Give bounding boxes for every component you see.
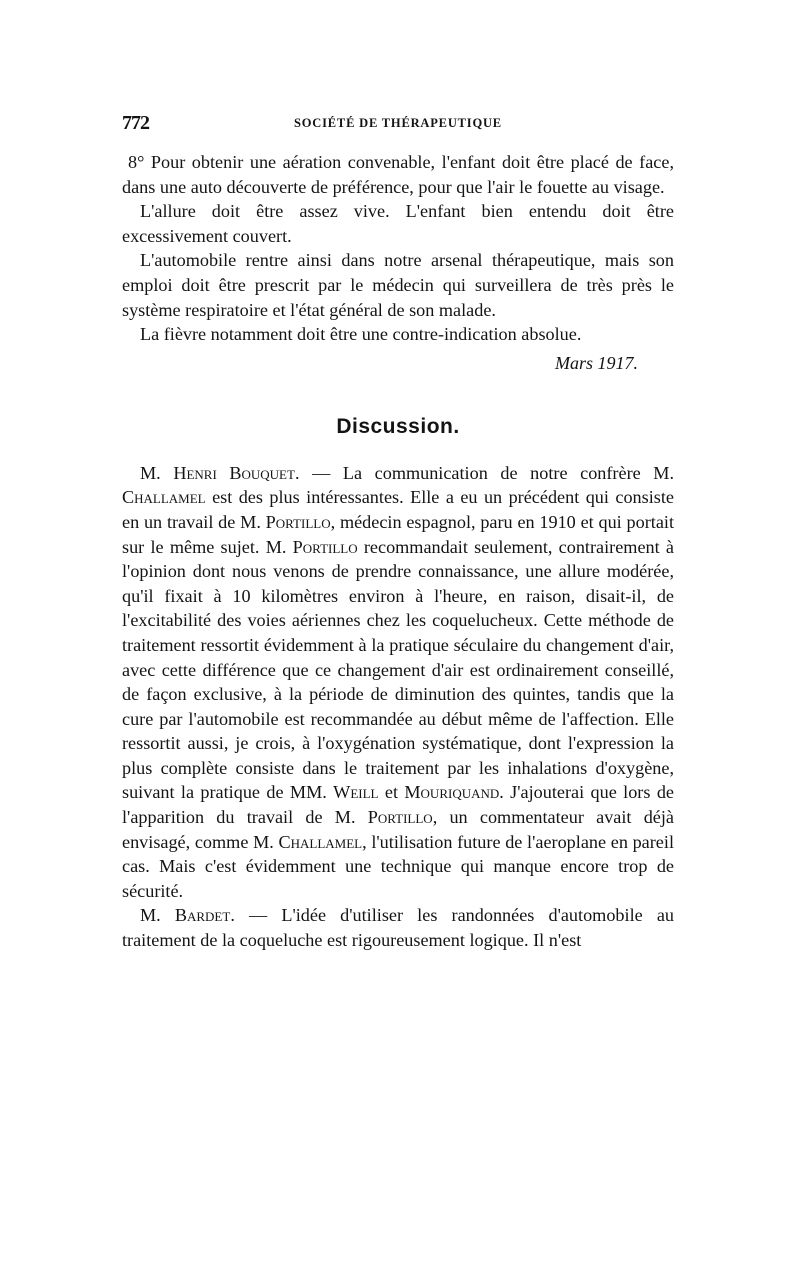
- paragraph-fievre: La fièvre notamment doit être une contre-indication absolue.: [140, 324, 582, 345]
- article-date: Mars 1917.: [554, 352, 638, 373]
- person-name: M. Challamel: [122, 462, 675, 508]
- speaker-name: M. Bardet.: [140, 905, 235, 926]
- person-name: Mouriquand: [404, 782, 500, 803]
- text-run: , l'utilisation future de l'aeroplane en pareil cas. Mais c'est évidemment une technique qui manque encore trop de sécurité.: [122, 831, 674, 901]
- text-run: — La communication de notre confrère: [299, 462, 654, 483]
- person-name: Weill: [333, 782, 379, 803]
- text-run: , médecin espagnol, paru en 1910 et qui portait sur le même sujet.: [122, 511, 674, 557]
- person-name: M. Portillo: [334, 807, 433, 828]
- person-name: M. Portillo: [265, 536, 358, 557]
- paragraph-arsenal: L'automobile rentre ainsi dans notre arsenal thérapeutique, mais son emploi doit être prescrit par le médecin qui surveillera de très près le système respiratoire et l'état général de son malade.: [122, 250, 674, 320]
- running-header: [122, 112, 674, 136]
- text-run: est des plus intéressantes. Elle a eu un précédent qui consiste en un travail de: [122, 487, 674, 532]
- section-title: Discussion.: [336, 414, 460, 438]
- paragraph-aeration: 8° Pour obtenir une aération convenable, l'enfant doit être placé de face, dans une auto découverte de préférence, pour que l'air le fouette au visage.: [122, 152, 674, 197]
- person-name: M. Challamel: [253, 831, 363, 852]
- paragraph-bouquet: [122, 461, 674, 904]
- text-run: — L'idée d'utiliser les randonnées d'automobile au traitement de la coqueluche est rigoureusement logique. Il n'est: [122, 905, 674, 951]
- text-run: . J'ajouterai que lors de l'apparition du travail de: [122, 782, 674, 828]
- speaker-name: M. Henri Bouquet.: [140, 462, 300, 483]
- date-line: [122, 351, 674, 375]
- text-run: et: [378, 782, 405, 803]
- text-run: , un commentateur avait déjà envisagé, comme: [122, 807, 675, 852]
- text-run: recommandait seulement, contrairement à l'opinion dont nous venons de prendre connaissance, une allure modérée, qu'il fixait à 10 kilomètres environ à l'heure, en raison, disait-il, de l'excitabilité des voies aériennes chez les coquelucheux. Cette méthode de traitement ressortit évidemment à la pratique séculaire du changement d'air, avec cette différence que ce changement d'air est ordinairement conseillé, de façon exclusive, à la période de diminution des quintes, tandis que la cure par l'automobile est recommandée au début même de l'affection. Elle ressortit aussi, je crois, à l'oxygénation systématique, dont l'expression la plus complète consiste dans le traitement par les inhalations d'oxygène, suivant la pratique de MM.: [122, 536, 674, 803]
- document-page: [122, 112, 674, 1232]
- person-name: M. Portillo: [240, 511, 331, 532]
- paragraph-allure: L'allure doit être assez vive. L'enfant bien entendu doit être excessivement couvert.: [122, 201, 674, 246]
- running-title: SOCIÉTÉ DE THÉRAPEUTIQUE: [294, 116, 502, 130]
- page-number: 772: [122, 112, 149, 134]
- paragraph-bardet: [122, 903, 674, 952]
